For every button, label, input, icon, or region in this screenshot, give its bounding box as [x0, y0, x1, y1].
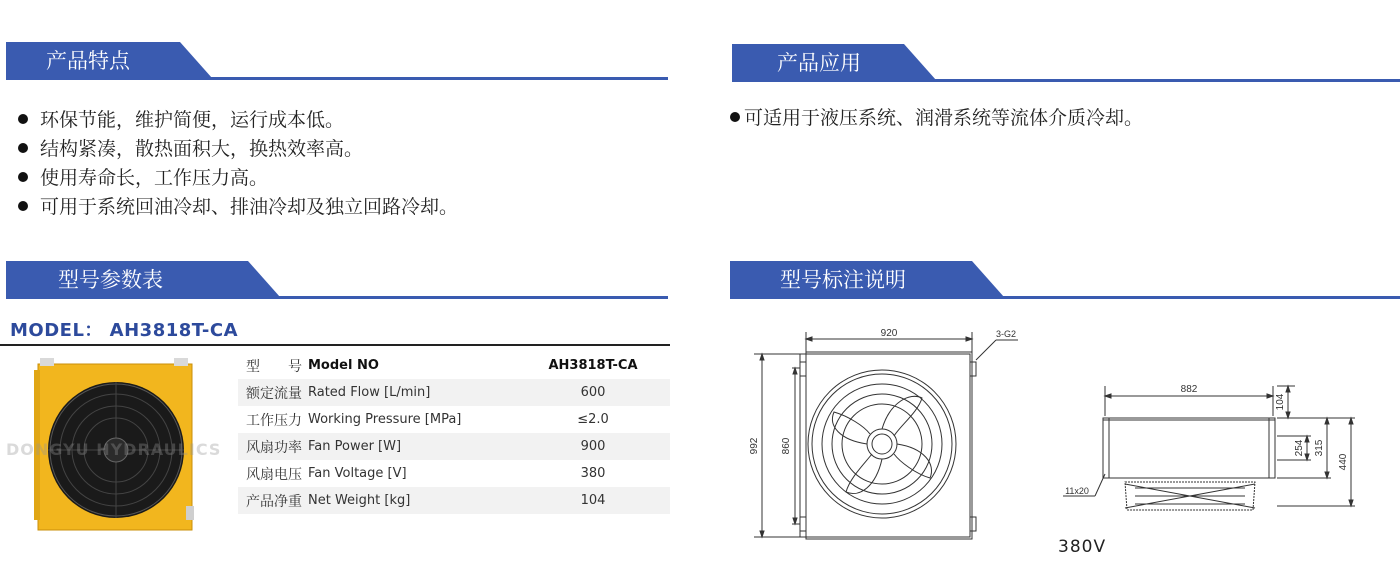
table-cell: 产品净重	[238, 487, 308, 514]
table-cell: Working Pressure [MPa]	[308, 412, 462, 427]
applications-list	[730, 104, 1143, 133]
table-cell: 风扇功率	[238, 433, 308, 460]
section-title: 产品特点	[46, 49, 130, 73]
list-item: 可用于系统回油冷却、排油冷却及独立回路冷却。	[18, 193, 458, 222]
dim-top-offset: 104	[1275, 393, 1286, 411]
table-row	[238, 379, 670, 406]
spec-table	[238, 352, 670, 514]
watermark: DONGYU HYDRAULICS	[6, 440, 222, 459]
dim-h3: 440	[1338, 453, 1349, 471]
section-title: 型号参数表	[58, 268, 163, 292]
list-item: 结构紧凑，散热面积大，换热效率高。	[18, 135, 458, 164]
table-cell: AH3818T-CA	[548, 358, 638, 373]
table-cell: Fan Power [W]	[308, 433, 508, 460]
table-cell: Fan Voltage [V]	[308, 466, 407, 481]
table-cell: 900	[508, 433, 670, 460]
model-label: MODEL： AH3818T-CA	[10, 320, 239, 341]
section-header-applications	[732, 44, 1400, 82]
section-header-params	[6, 261, 668, 299]
section-title: 型号标注说明	[780, 268, 906, 292]
voltage-label: 380V	[1058, 537, 1107, 557]
features-list	[18, 106, 458, 222]
table-row	[238, 487, 670, 514]
table-cell: ≤2.0	[577, 412, 609, 427]
table-cell: Rated Flow [L/min]	[308, 379, 508, 406]
dim-hole: 11x20	[1065, 486, 1089, 496]
section-header-features	[6, 42, 668, 80]
table-header-row	[238, 352, 670, 379]
divider	[0, 344, 670, 346]
dim-width: 920	[880, 328, 898, 339]
dim-inner-height: 860	[781, 437, 792, 455]
table-cell: Model NO	[308, 358, 379, 373]
dim-h2: 315	[1314, 439, 1325, 457]
table-row	[238, 433, 670, 460]
list-item: 环保节能，维护简便，运行成本低。	[18, 106, 458, 135]
section-title: 产品应用	[777, 51, 861, 75]
bullet-icon	[18, 143, 28, 153]
bullet-icon	[730, 112, 740, 122]
bullet-icon	[18, 172, 28, 182]
dim-height: 992	[749, 437, 760, 455]
table-cell: 工作压力	[246, 412, 302, 429]
bullet-icon	[18, 114, 28, 124]
section-underline	[6, 77, 668, 80]
section-underline	[6, 296, 668, 299]
table-row	[238, 406, 670, 433]
list-item: 使用寿命长，工作压力高。	[18, 164, 458, 193]
table-cell: 额定流量	[238, 379, 308, 406]
section-underline	[732, 79, 1400, 82]
table-cell: 104	[508, 487, 670, 514]
list-item: 可适用于液压系统、润滑系统等流体介质冷却。	[730, 104, 1143, 133]
dim-side-width: 882	[1180, 384, 1198, 395]
table-row	[238, 460, 670, 487]
dim-port: 3-G2	[995, 329, 1017, 339]
section-header-model-desc	[730, 261, 1400, 299]
front-view-drawing	[740, 322, 1040, 547]
dim-h1: 254	[1294, 439, 1305, 457]
side-view-drawing	[1055, 378, 1365, 518]
table-cell: 600	[508, 379, 670, 406]
bullet-icon	[18, 201, 28, 211]
table-cell: 380	[580, 466, 606, 481]
table-cell: 型 号	[246, 358, 302, 375]
section-underline	[730, 296, 1400, 299]
table-cell: 风扇电压	[246, 466, 302, 483]
table-cell: Net Weight [kg]	[308, 487, 508, 514]
